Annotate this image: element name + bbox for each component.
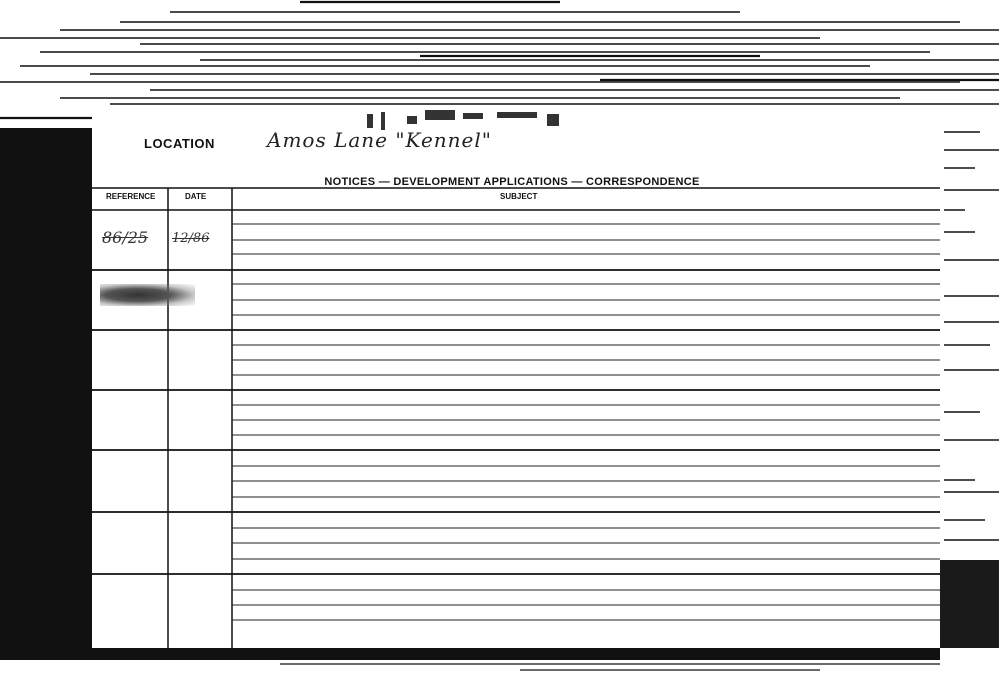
column-header-reference: REFERENCE <box>106 192 156 201</box>
scan-shadow-bottom <box>20 648 940 660</box>
date-entry: 12/86 <box>172 231 210 246</box>
record-card <box>92 108 940 648</box>
reference-entry: 86/25 <box>102 228 149 247</box>
ink-smudge <box>100 284 195 306</box>
scan-shadow-left <box>0 128 100 660</box>
scan-shadow-right <box>938 560 999 648</box>
ruled-grid <box>92 108 940 648</box>
column-header-subject: SUBJECT <box>500 192 538 201</box>
card-header-title: NOTICES — DEVELOPMENT APPLICATIONS — CORRESPONDENCE <box>324 176 700 188</box>
location-value: Amos Lane "Kennel" <box>267 128 492 152</box>
column-header-date: DATE <box>185 192 207 201</box>
location-label: LOCATION <box>144 136 215 151</box>
